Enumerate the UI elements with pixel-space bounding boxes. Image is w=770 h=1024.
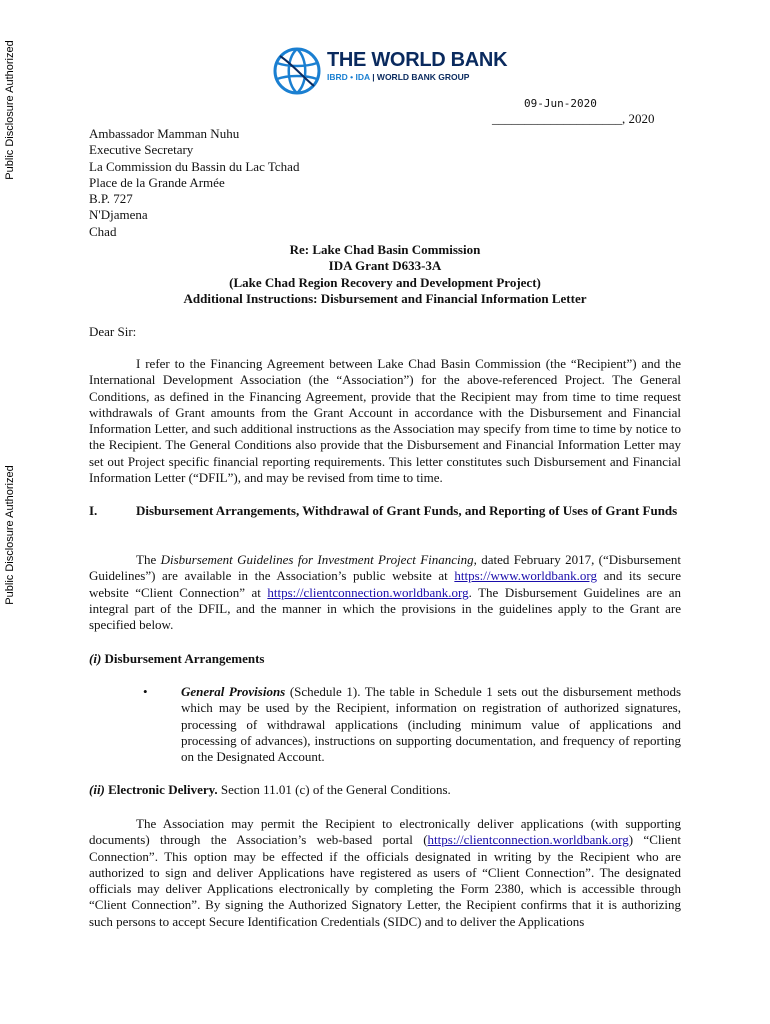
salutation: Dear Sir: [89,324,137,339]
margin-note-top [0,20,20,200]
guidelines-title: Disbursement Guidelines for Investment Project Financing, [160,552,477,567]
intro-paragraph: I refer to the Financing Agreement between Lake Chad Basin Commission (the “Recipient”) and the International Development Association (the “Association”) for the above-referenced Project. The General Conditions, as defined in the Financing Agreement, provide that the Recipient may from time to time request withdrawals of Grant amounts from the Grant Account in accordance with the Disbursement and Financial Information Letter, and such additional instructions as the Association may specify from time to time by notice to the Recipient. The General Conditions also provide that the Disbursement and Financial Information Letter may set out Project specific financial reporting requirements. This letter constitutes such Disbursement and Financial Information Letter (“DFIL”), and may be revised from time to time. [89,356,681,486]
date-stamp: 09-Jun-2020 [524,97,597,110]
subject-line: IDA Grant D633-3A [328,258,442,274]
subsection-heading-ii [89,782,451,798]
guidelines-paragraph [89,552,681,633]
text-run: dated February 2017, (“Disbursement Guidelines”) are available in the Association’s public website at [89,552,681,584]
bullet-body: (Schedule 1). The table in Schedule 1 sets out the disbursement methods which may be used by the Recipient, information on registration of authorized signatures, processing of withdrawal applications (including minimum value of applications and processing of advances), instructions on supporting documentation, and frequency of reporting on the Designated Account. [181,684,682,765]
text-run: . The Disbursement Guidelines are an integral part of the DFIL, and the manner in which the provisions in the guidelines apply to the Grant are specified below. [89,584,682,633]
address-line: La Commission du Bassin du Lac Tchad [89,158,300,174]
margin-note-middle-text: Public Disclosure Authorized [4,465,16,605]
world-bank-logo [272,43,512,99]
globe-icon [272,46,322,96]
text-run: ) “Client Connection”. This option may be effected if the officials designated in writing by the Recipient who are authorized to sign and deliver Applications have registered as users of “Client Connection”. The designated officials may deliver Applications electronically by completing the Form 2380, which is accessible through “Client Connection”. By signing the Authorized Signatory Letter, the Recipient confirms that it is authorizing such persons to accept Secure Identification Credentials (SIDC) and to deliver the Applications [89,832,681,929]
logo-subtitle-group: | WORLD BANK GROUP [372,72,470,82]
electronic-delivery-paragraph [89,816,681,930]
address-line: Place de la Grande Armée [89,174,225,190]
subsection-num: (i) [89,651,102,666]
subject-line: Additional Instructions: Disbursement and Financial Information Letter [183,290,587,306]
bullet-icon: • [143,684,148,699]
subsection-rest: Section 11.01 (c) of the General Conditions. [217,782,451,797]
logo-subtitle [327,71,507,83]
logo-subtitle-ibrd: IBRD • IDA [327,72,370,82]
bullet-title: General Provisions [181,684,286,699]
address-line: Ambassador Mamman Nuhu [89,126,240,141]
subject-line: (Lake Chad Region Recovery and Development Project) [229,274,541,290]
address-line: Executive Secretary [89,142,194,158]
address-line: B.P. 727 [89,191,133,207]
client-connection-link[interactable]: https://clientconnection.worldbank.org [267,584,469,600]
subject-line: Re: Lake Chad Basin Commission [289,242,481,257]
logo-title: THE WORLD BANK [327,49,508,71]
worldbank-link[interactable]: https://www.worldbank.org [454,568,597,584]
subject-block [89,242,681,307]
text-run: and its secure website “Client Connection” at [89,568,681,600]
section-title: Disbursement Arrangements, Withdrawal of Grant Funds, and Reporting of Uses of Grant Funds [136,503,678,518]
address-line: Chad [89,223,117,239]
text-run: The [136,552,161,567]
date-line: ____________________, 2020 [492,111,655,126]
subsection-heading-i [89,651,265,667]
section-number: I. [89,503,98,518]
client-connection-link[interactable]: https://clientconnection.worldbank.org [427,832,629,848]
subsection-num: (ii) [89,782,105,797]
subsection-title: Disbursement Arrangements [101,651,265,666]
bullet-item [181,684,681,765]
recipient-address [89,126,299,240]
margin-note-middle [0,445,20,625]
address-line: N'Djamena [89,207,148,223]
subsection-title: Electronic Delivery. [104,782,218,797]
margin-note-top-text: Public Disclosure Authorized [4,40,16,180]
text-run: The Association may permit the Recipient to electronically deliver applications (with supporting documents) through the Association’s web-based portal ( [89,816,681,848]
